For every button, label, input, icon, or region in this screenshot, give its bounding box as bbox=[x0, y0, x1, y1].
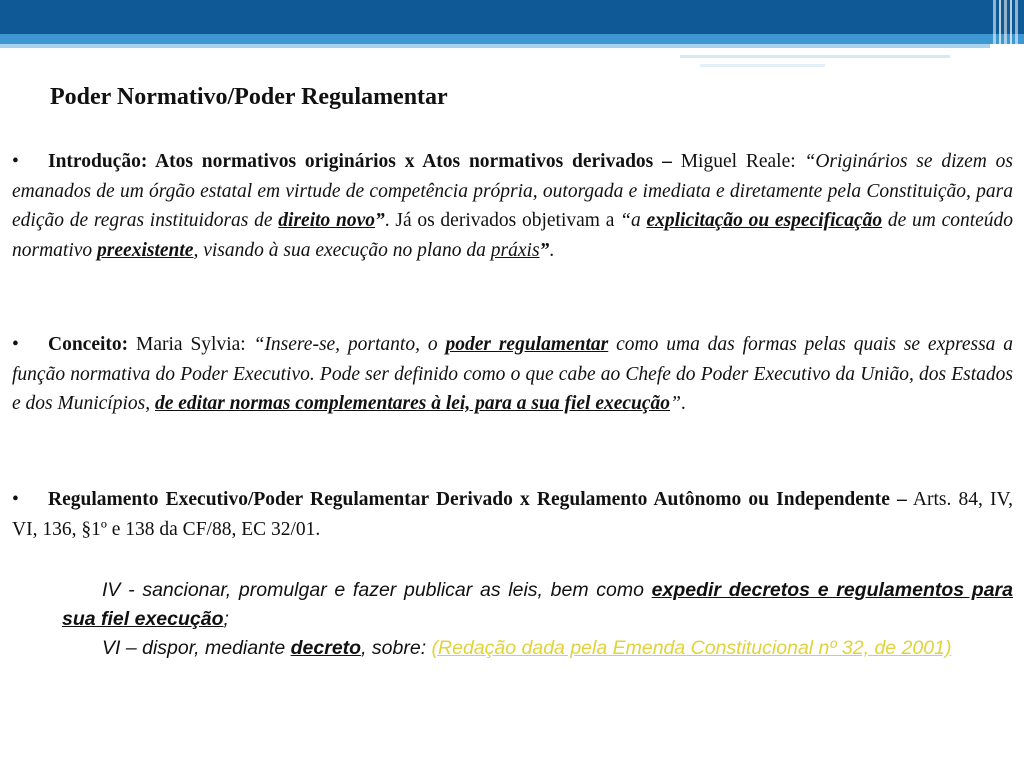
intro-quote2-mid: de um conteúdo normativo bbox=[12, 210, 1014, 261]
intro-text2: . Já os derivados objetivam a bbox=[384, 210, 615, 231]
intro-quote2-mid2: , visando à sua execução no plano da bbox=[193, 239, 486, 261]
citation-iv-text: IV - sancionar, promulgar e fazer publicar as leis, bem como bbox=[102, 579, 644, 601]
intro-heading: Introdução: Atos normativos originários x Atos normativos derivados – bbox=[48, 151, 672, 172]
quote-mark-end: ” bbox=[539, 239, 550, 261]
citation-iv-term: expedir decretos e regulamentos para sua fiel execução bbox=[62, 579, 1013, 630]
header-decorative-bar bbox=[0, 0, 1024, 70]
header-bar-dark bbox=[0, 0, 1024, 34]
term-poder-regulamentar: poder regulamentar bbox=[445, 334, 609, 355]
emenda-link[interactable]: (Redação dada pela Emenda Constitucional nº 32, de 2001) bbox=[431, 637, 952, 659]
citation-vi-text: VI – dispor, mediante bbox=[102, 637, 286, 659]
conceito-author: Maria Sylvia: bbox=[136, 334, 246, 355]
slide-title: Poder Normativo/Poder Regulamentar bbox=[50, 84, 448, 110]
period: . bbox=[680, 393, 686, 414]
citation-block bbox=[62, 576, 1013, 663]
regulamento-refs: Arts. 84, IV, VI, 136, §1º e 138 da CF/88, EC 32/01. bbox=[12, 489, 1013, 540]
citation-vi bbox=[62, 634, 1013, 663]
header-thin-line bbox=[680, 55, 950, 58]
quote-mark: ” bbox=[375, 210, 385, 231]
conceito-quote-start: “Insere-se, portanto, o bbox=[253, 334, 438, 355]
citation-vi-mid: , sobre: bbox=[361, 637, 427, 659]
conceito-quote-end: ” bbox=[670, 393, 681, 414]
intro-quote1: “Originários se dizem os emanados de um órgão estatal em virtude de competência própria, outorgada e imediata e diretamente pela Constituição, para edição de regras instituidoras de bbox=[12, 151, 1013, 231]
header-bar-light bbox=[0, 34, 1024, 44]
intro-paragraph bbox=[12, 147, 1013, 265]
bullet: • bbox=[12, 334, 19, 355]
header-thin-line-2 bbox=[700, 64, 825, 67]
bullet: • bbox=[12, 151, 19, 172]
citation-vi-term: decreto bbox=[290, 637, 362, 659]
regulamento-heading: Regulamento Executivo/Poder Regulamentar Derivado x Regulamento Autônomo ou Independente – bbox=[48, 489, 907, 510]
term-preexistente: preexistente bbox=[97, 239, 194, 261]
intro-quote2-start: “a bbox=[620, 210, 641, 231]
regulamento-paragraph bbox=[12, 485, 1013, 544]
period: . bbox=[549, 239, 555, 261]
term-explicitacao: explicitação ou especificação bbox=[646, 210, 883, 231]
header-bar-fade bbox=[0, 44, 990, 48]
conceito-heading: Conceito: bbox=[48, 334, 129, 355]
term-editar-normas: de editar normas complementares à lei, para a sua fiel execução bbox=[154, 393, 671, 414]
citation-iv-end: ; bbox=[223, 608, 229, 630]
term-direito-novo: direito novo bbox=[278, 210, 376, 231]
conceito-paragraph bbox=[12, 330, 1013, 419]
term-praxis: práxis bbox=[490, 239, 540, 261]
bullet: • bbox=[12, 489, 19, 510]
citation-iv bbox=[62, 576, 1013, 634]
intro-author: Miguel Reale: bbox=[680, 151, 796, 172]
conceito-quote-mid: como uma das formas pelas quais se expressa a função normativa do Poder Executivo. Pode ser definido como o que cabe ao Chefe do Poder Executivo da União, dos Estados e dos Municípios, bbox=[12, 334, 1014, 414]
